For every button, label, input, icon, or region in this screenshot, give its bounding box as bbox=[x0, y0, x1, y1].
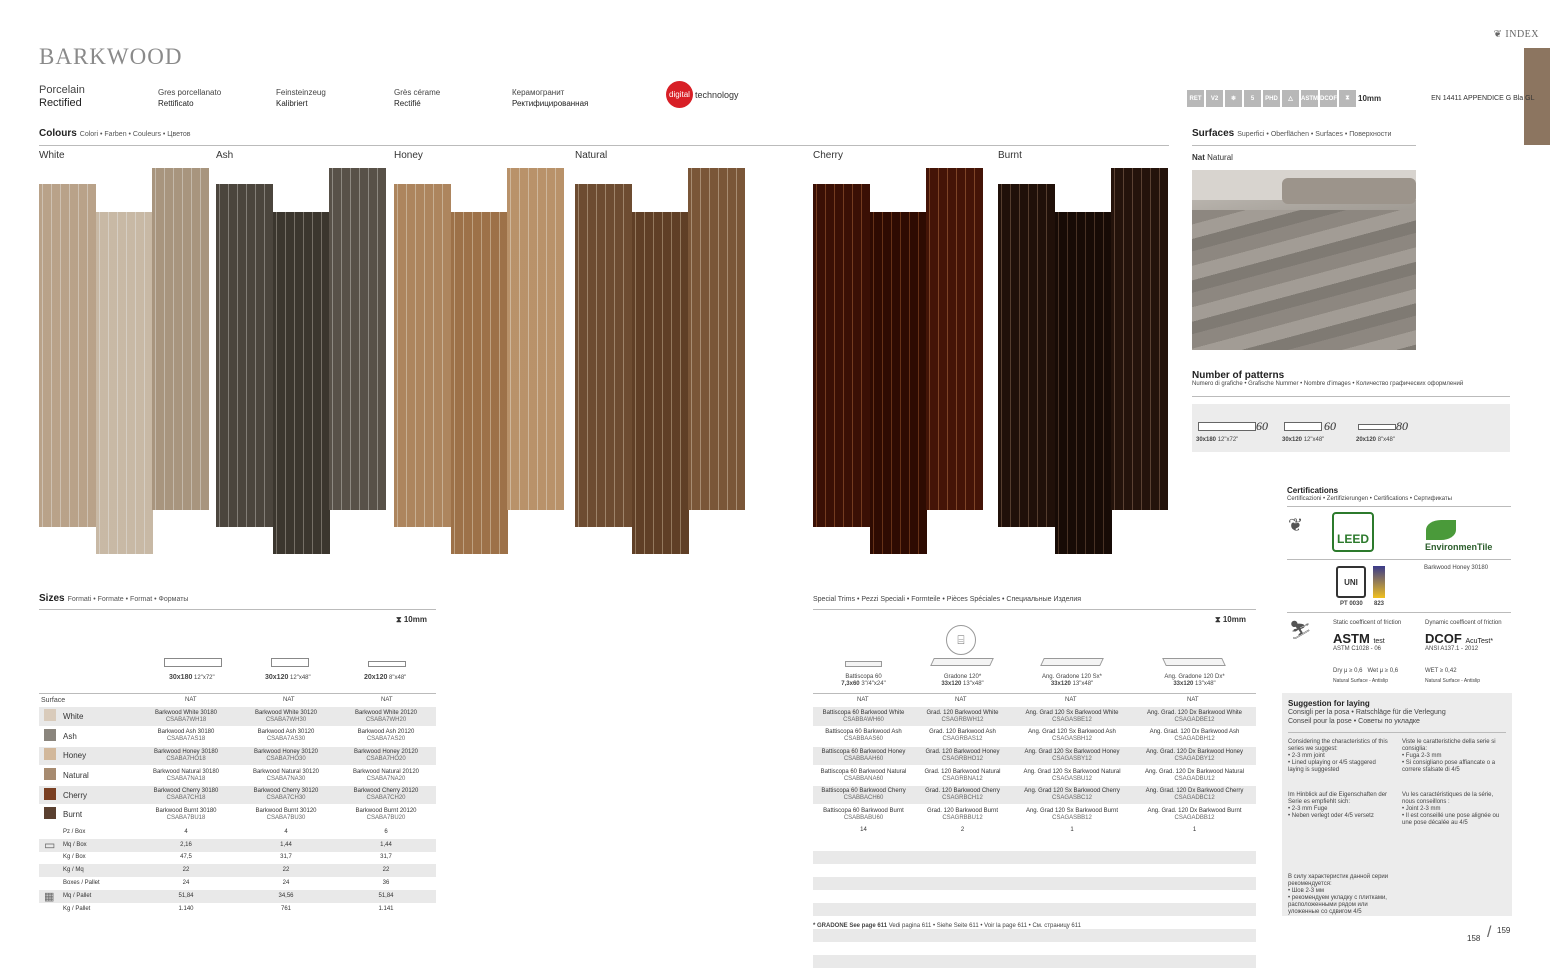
suggestion-right-col: Viste le caratteristiche della serie si consiglia: • Fuga 2-3 mm • Si consigliano pose affiancate o a correre sfalsate di 4/5 Vu les caractéristiques de la série, nous conseillons : • Joint 2-3 mm • Il est conseillé une pose alignée ou une pose décalée au 4/5 bbox=[1402, 739, 1500, 826]
product-cell: Barkwood Honey 30120 CSABA7HO30 bbox=[236, 746, 336, 766]
surface-room-image bbox=[1192, 170, 1416, 350]
pack-value: 22 bbox=[282, 867, 290, 874]
trim-header: Gradone 120* 33x120 13"x48" bbox=[941, 674, 984, 687]
pt-code: PT 0030 bbox=[1340, 601, 1363, 607]
suggestion-sub1: Consigli per la posa • Ratschläge für die Verlegung bbox=[1288, 709, 1446, 716]
plank-honey bbox=[394, 184, 451, 527]
thickness-icon: ⧗ bbox=[1339, 90, 1356, 107]
trim-pz: 2 bbox=[914, 825, 1011, 837]
footnote: * GRADONE See page 611 Vedi pagina 611 • Siehe Seite 611 • Voir la page 611 • См. страницу 611 bbox=[813, 923, 1081, 929]
pack-value: 4 bbox=[284, 828, 288, 835]
product-cell: Barkwood Ash 20120 CSABA7AS20 bbox=[336, 727, 436, 747]
pack-value: 1.140 bbox=[178, 905, 194, 912]
pack-value: 36 bbox=[382, 880, 390, 887]
suggestion-sub2: Conseil pour la pose • Советы по укладке bbox=[1288, 718, 1420, 725]
colour-cherry-label: Cherry bbox=[813, 150, 844, 161]
stair-step-icon: ⌸ bbox=[946, 625, 976, 655]
dry-wet: Dry μ ≥ 0,6 Wet μ ≥ 0,6 bbox=[1333, 668, 1399, 674]
surface-label: Surface bbox=[41, 697, 66, 704]
trim-cell: Ang. Grad. 120 Dx Barkwood White CSAGADBE12 bbox=[1133, 707, 1256, 727]
porcelain-text: Porcelain bbox=[39, 84, 85, 96]
thickness-icon: ⧗ bbox=[396, 615, 402, 624]
plank-natural bbox=[688, 168, 745, 510]
natural-surface-note: Natural Surface - Antislip bbox=[1425, 678, 1481, 684]
pack-value: 761 bbox=[280, 905, 291, 912]
table-row bbox=[39, 707, 436, 727]
colour-swatch bbox=[44, 807, 56, 819]
trims-table bbox=[813, 707, 1256, 837]
product-cell: Barkwood Burnt 30120 CSABA7BU30 bbox=[236, 805, 336, 825]
plank-ash bbox=[216, 184, 273, 527]
product-cell: Barkwood Ash 30120 CSABA7AS30 bbox=[236, 727, 336, 747]
pallet-icon: ▦ bbox=[44, 891, 55, 903]
pack-value: 51,84 bbox=[378, 892, 394, 899]
table-row bbox=[39, 852, 436, 865]
plank-cherry bbox=[926, 168, 983, 510]
astm-icon: ASTM bbox=[1301, 90, 1318, 107]
pattern-tile-outline bbox=[1358, 424, 1396, 430]
empty-row bbox=[813, 929, 1256, 942]
table-row bbox=[39, 839, 436, 852]
trim-cell: Ang. Grad. 120 Dx Barkwood Burnt CSAGADBB12 bbox=[1133, 805, 1256, 825]
pattern-tile-outline bbox=[1198, 422, 1256, 431]
pack-label: Boxes / Pallet bbox=[63, 880, 100, 887]
v2-icon: V2 bbox=[1206, 90, 1223, 107]
trim-cell: Ang. Grad 120 Sx Barkwood Ash CSAGASBH12 bbox=[1011, 727, 1133, 747]
pack-value: 34,56 bbox=[278, 892, 294, 899]
nat-label: NAT bbox=[185, 697, 197, 703]
product-cell: Barkwood White 30180 CSABA7WH18 bbox=[136, 707, 236, 727]
astm-label: ASTM test bbox=[1333, 631, 1385, 646]
empty-row bbox=[813, 955, 1256, 968]
size-tile-outline bbox=[368, 661, 406, 667]
dcof-norm: ANSI A137.1 - 2012 bbox=[1425, 646, 1479, 652]
pack-label: Kg / Mq bbox=[63, 867, 84, 874]
trim-outline bbox=[930, 658, 994, 666]
table-row bbox=[39, 805, 436, 825]
pattern-count: 80 bbox=[1396, 419, 1408, 433]
nat-label: NAT bbox=[955, 697, 967, 703]
pack-value: 4 bbox=[184, 828, 188, 835]
table-row bbox=[813, 727, 1256, 747]
divider bbox=[39, 145, 1169, 146]
divider bbox=[1287, 506, 1511, 507]
trim-cell: Ang. Grad. 120 Dx Barkwood Honey CSAGADBY12 bbox=[1133, 746, 1256, 766]
pattern-size: 30x180 12"x72" bbox=[1196, 437, 1239, 443]
trim-cell: Ang. Grad 120 Sx Barkwood Cherry CSAGASBC12 bbox=[1011, 785, 1133, 805]
sizes-thickness: ⧗ 10mm bbox=[396, 615, 427, 624]
table-row bbox=[39, 864, 436, 877]
plank-burnt bbox=[998, 184, 1055, 527]
trim-cell: Grad. 120 Barkwood Natural CSAGRBNA12 bbox=[914, 766, 1011, 786]
sizes-heading: Sizes Formati • Formate • Format • Форматы bbox=[39, 593, 189, 604]
trim-cell: Battiscopa 60 Barkwood Ash CSABBAAS60 bbox=[813, 727, 914, 747]
frost-icon: ❄ bbox=[1225, 90, 1242, 107]
divider bbox=[1192, 145, 1416, 146]
trim-cell: Battiscopa 60 Barkwood Natural CSABBANA60 bbox=[813, 766, 914, 786]
product-cell: Barkwood White 20120 CSABA7WH20 bbox=[336, 707, 436, 727]
table-row bbox=[39, 890, 436, 903]
colour-natural-label: Natural bbox=[575, 150, 608, 161]
page-number-left: 158 bbox=[1467, 934, 1481, 943]
product-cell: Barkwood White 30120 CSABA7WH30 bbox=[236, 707, 336, 727]
static-friction-label: Static coefficent of friction bbox=[1333, 620, 1402, 626]
trim-header: Ang. Gradone 120 Sx* 33x120 13"x48" bbox=[1041, 674, 1103, 687]
table-row bbox=[813, 766, 1256, 786]
pack-value: 51,84 bbox=[178, 892, 194, 899]
trim-cell: Ang. Grad 120 Sx Barkwood Honey CSAGASBY12 bbox=[1011, 746, 1133, 766]
empty-row bbox=[813, 877, 1256, 890]
table-row bbox=[813, 825, 1256, 837]
box-icon: ▭ bbox=[44, 838, 56, 852]
trim-cell: Grad. 120 Barkwood White CSAGRBWH12 bbox=[914, 707, 1011, 727]
uni-badge-icon bbox=[1373, 566, 1385, 598]
patterns-box bbox=[1192, 404, 1510, 452]
size-header: 30x180 12"x72" bbox=[169, 674, 215, 681]
lang-de: Feinsteinzeug Kalibriert bbox=[276, 88, 326, 108]
spec-icons bbox=[1187, 90, 1535, 107]
product-cell: Barkwood Ash 30180 CSABA7AS18 bbox=[136, 727, 236, 747]
colour-swatch bbox=[44, 729, 56, 741]
pack-value: 6 bbox=[384, 828, 388, 835]
nat-label: NAT bbox=[1065, 697, 1077, 703]
thickness-icon: ⧗ bbox=[1215, 615, 1221, 624]
plank-burnt bbox=[1111, 168, 1168, 510]
pack-value: 1.141 bbox=[378, 905, 394, 912]
dynamic-friction-label: Dynamic coefficent of friction bbox=[1425, 620, 1502, 626]
pack-value: 31,7 bbox=[280, 854, 292, 861]
pack-value: 22 bbox=[182, 867, 190, 874]
table-row bbox=[813, 707, 1256, 727]
rectified-text: Rectified bbox=[39, 97, 82, 109]
leed-logo: LEED bbox=[1332, 512, 1374, 552]
plank-cherry bbox=[870, 212, 927, 554]
suggestion-box bbox=[1282, 693, 1512, 916]
pack-value: 24 bbox=[182, 880, 190, 887]
pattern-count: 60 bbox=[1324, 419, 1336, 433]
trim-cell: Ang. Grad 120 Sx Barkwood Natural CSAGASBU12 bbox=[1011, 766, 1133, 786]
colour-swatch bbox=[44, 788, 56, 800]
colour-swatch bbox=[44, 709, 56, 721]
trim-cell: Grad. 120 Barkwood Cherry CSAGRBCH12 bbox=[914, 785, 1011, 805]
table-row bbox=[39, 903, 436, 916]
size-tile-outline bbox=[164, 658, 222, 667]
leaf-icon: ❦ bbox=[1288, 515, 1304, 535]
env-note: Barkwood Honey 30180 bbox=[1424, 565, 1489, 571]
pei-icon: 5 bbox=[1244, 90, 1261, 107]
patterns-heading: Number of patterns bbox=[1192, 370, 1285, 381]
surfaces-heading: Surfaces Superfici • Oberflächen • Surfaces • Поверхности bbox=[1192, 128, 1392, 139]
plank-honey bbox=[507, 168, 564, 510]
plank-white bbox=[152, 168, 209, 510]
table-row bbox=[39, 766, 436, 786]
trims-thickness: ⧗ 10mm bbox=[1215, 615, 1246, 624]
colour-swatch bbox=[44, 768, 56, 780]
pack-value: 2,16 bbox=[180, 841, 192, 848]
row-colour-name: Burnt bbox=[61, 805, 136, 825]
certs-heading: Certifications bbox=[1287, 486, 1339, 495]
trim-cell: Ang. Grad. 120 Dx Barkwood Cherry CSAGADBC12 bbox=[1133, 785, 1256, 805]
row-colour-name: Ash bbox=[61, 727, 136, 747]
row-colour-name: Cherry bbox=[61, 785, 136, 805]
lang-ru: Керамогранит Ректифицированная bbox=[512, 88, 589, 108]
plank-natural bbox=[575, 184, 632, 527]
dcof-label: DCOF AcuTest* bbox=[1425, 631, 1494, 646]
product-cell: Barkwood Honey 30180 CSABA7HO18 bbox=[136, 746, 236, 766]
norm-text: EN 14411 APPENDICE G Bla GL bbox=[1431, 95, 1535, 102]
divider bbox=[1192, 396, 1510, 397]
trim-cell: Battiscopa 60 Barkwood Burnt CSABBABU60 bbox=[813, 805, 914, 825]
natural-surface-note: Natural Surface - Antislip bbox=[1333, 678, 1389, 684]
patterns-sub: Numero di grafiche • Grafische Nummer • Nombre d'images • Количество графических оформлений bbox=[1192, 381, 1464, 387]
colour-swatch bbox=[44, 748, 56, 760]
divider bbox=[39, 693, 436, 694]
nat-label: NAT bbox=[283, 697, 295, 703]
uni-logo: UNI bbox=[1336, 566, 1366, 598]
pack-value: 1,44 bbox=[380, 841, 392, 848]
page-number-right: 159 bbox=[1497, 926, 1511, 935]
trim-pz: 1 bbox=[1011, 825, 1133, 837]
table-row bbox=[39, 746, 436, 766]
nat-label: NAT bbox=[381, 697, 393, 703]
size-header: 20x120 8"x48" bbox=[364, 674, 407, 681]
plank-cherry bbox=[813, 184, 870, 527]
pack-label: Mq / Pallet bbox=[63, 892, 92, 899]
environmentile-logo: EnvironmenTile bbox=[1425, 542, 1493, 552]
index-link[interactable]: ❦ INDEX bbox=[1493, 29, 1539, 40]
table-row bbox=[813, 746, 1256, 766]
nat-label: NAT bbox=[857, 697, 869, 703]
table-row bbox=[39, 785, 436, 805]
lang-fr: Grès cérame Rectifié bbox=[394, 88, 441, 108]
pack-label: Kg / Pallet bbox=[63, 905, 91, 912]
product-cell: Barkwood Cherry 30180 CSABA7CH18 bbox=[136, 785, 236, 805]
ret-icon: RET bbox=[1187, 90, 1204, 107]
row-colour-name: Honey bbox=[61, 746, 136, 766]
trim-pz: 1 bbox=[1133, 825, 1256, 837]
page-separator: / bbox=[1487, 924, 1492, 941]
plank-ash bbox=[273, 212, 330, 554]
product-cell: Barkwood Natural 20120 CSABA7NA20 bbox=[336, 766, 436, 786]
trim-cell: Ang. Grad. 120 Dx Barkwood Natural CSAGADBU12 bbox=[1133, 766, 1256, 786]
warning-icon: △ bbox=[1282, 90, 1299, 107]
lang-it: Gres porcellanato Rettificato bbox=[158, 88, 222, 108]
pack-value: 31,7 bbox=[380, 854, 392, 861]
pattern-count: 60 bbox=[1256, 419, 1268, 433]
table-row bbox=[39, 727, 436, 747]
porcelain-label bbox=[39, 84, 85, 110]
trim-header: Ang. Gradone 120 Dx* 33x120 13"x48" bbox=[1164, 674, 1225, 687]
digital-technology-logo bbox=[666, 81, 739, 108]
trims-heading: Special Trims • Pezzi Speciali • Formteile • Pièces Spéciales • Специальные Изделия bbox=[813, 596, 1082, 603]
row-colour-name: White bbox=[61, 707, 136, 727]
size-tile-outline bbox=[271, 658, 309, 667]
colour-burnt-label: Burnt bbox=[998, 150, 1022, 161]
table-row bbox=[39, 877, 436, 890]
pack-value: 22 bbox=[382, 867, 390, 874]
surface-label: Nat Natural bbox=[1192, 153, 1233, 162]
trim-outline bbox=[1162, 658, 1226, 666]
certs-sub: Certificazioni • Zertifizierungen • Certifications • Сертификаты bbox=[1287, 496, 1452, 502]
plank-honey bbox=[451, 212, 508, 554]
leaf-icon: ❦ bbox=[1493, 29, 1503, 40]
colour-white-label: White bbox=[39, 150, 65, 161]
pack-label: Pz / Box bbox=[63, 828, 86, 835]
packing-table bbox=[39, 826, 436, 916]
nat-label: NAT bbox=[1187, 697, 1199, 703]
pack-value: 47,5 bbox=[180, 854, 192, 861]
divider bbox=[1288, 732, 1506, 733]
product-cell: Barkwood Burnt 30180 CSABA7BU18 bbox=[136, 805, 236, 825]
trim-cell: Battiscopa 60 Barkwood Cherry CSABBACH60 bbox=[813, 785, 914, 805]
trim-cell: Grad. 120 Barkwood Burnt CSAGRBBU12 bbox=[914, 805, 1011, 825]
trim-cell: Ang. Grad. 120 Dx Barkwood Ash CSAGADBH12 bbox=[1133, 727, 1256, 747]
sizes-table bbox=[39, 707, 436, 825]
product-cell: Barkwood Cherry 30120 CSABA7CH30 bbox=[236, 785, 336, 805]
trim-cell: Grad. 120 Barkwood Honey CSAGRBHO12 bbox=[914, 746, 1011, 766]
divider bbox=[813, 693, 1256, 694]
empty-row bbox=[813, 903, 1256, 916]
trim-cell: Ang. Grad 120 Sx Barkwood White CSAGASBE12 bbox=[1011, 707, 1133, 727]
trim-header: Battiscopa 60 7,3x60 3"/4"x24" bbox=[841, 674, 886, 687]
pack-label: Kg / Box bbox=[63, 854, 86, 861]
plank-white bbox=[96, 212, 153, 554]
wet-dcof: WET ≥ 0,42 bbox=[1425, 668, 1457, 674]
astm-norm: ASTM C1028 - 06 bbox=[1333, 646, 1382, 652]
n823: 823 bbox=[1374, 601, 1385, 607]
plank-white bbox=[39, 184, 96, 527]
pack-value: 24 bbox=[282, 880, 290, 887]
trim-pz: 14 bbox=[813, 825, 914, 837]
trim-outline bbox=[1040, 658, 1104, 666]
product-cell: Barkwood Natural 30120 CSABA7NA30 bbox=[236, 766, 336, 786]
plank-natural bbox=[632, 212, 689, 554]
trim-cell: Battiscopa 60 Barkwood White CSABBAWH60 bbox=[813, 707, 914, 727]
thickness-value: 10mm bbox=[1358, 94, 1382, 103]
plank-burnt bbox=[1055, 212, 1112, 554]
trim-outline bbox=[845, 661, 882, 667]
dcof-icon: DCOF bbox=[1320, 90, 1337, 107]
slip-icon: ⛷ bbox=[1289, 620, 1312, 640]
environmentile-leaf-icon bbox=[1426, 520, 1456, 540]
pattern-tile-outline bbox=[1284, 422, 1322, 431]
pattern-size: 20x120 8"x48" bbox=[1356, 437, 1395, 443]
divider bbox=[813, 609, 1256, 610]
row-colour-name: Natural bbox=[61, 766, 136, 786]
product-cell: Barkwood Honey 20120 CSABA7HO20 bbox=[336, 746, 436, 766]
colours-heading: Colours Colori • Farben • Couleurs • Цветов bbox=[39, 128, 191, 139]
product-cell: Barkwood Natural 30180 CSABA7NA18 bbox=[136, 766, 236, 786]
trim-cell: Ang. Grad 120 Sx Barkwood Burnt CSAGASBB12 bbox=[1011, 805, 1133, 825]
divider bbox=[39, 609, 436, 610]
colour-ash-label: Ash bbox=[216, 150, 234, 161]
digital-dot: digital bbox=[666, 81, 693, 108]
table-row bbox=[813, 785, 1256, 805]
trim-cell: Battiscopa 60 Barkwood Honey CSABBAAH60 bbox=[813, 746, 914, 766]
empty-row bbox=[813, 851, 1256, 864]
suggestion-title: Suggestion for laying bbox=[1288, 699, 1370, 708]
page-title: BARKWOOD bbox=[39, 44, 183, 69]
pack-label: Mq / Box bbox=[63, 841, 87, 848]
plank-ash bbox=[329, 168, 386, 510]
phd-icon: PHD bbox=[1263, 90, 1280, 107]
trim-cell: Grad. 120 Barkwood Ash CSAGRBAS12 bbox=[914, 727, 1011, 747]
pack-value: 1,44 bbox=[280, 841, 292, 848]
technology-text: technology bbox=[695, 89, 739, 100]
suggestion-left-col: Considering the characteristics of this series we suggest: • 2-3 mm joint • Lined uplaying or 4/5 staggered laying is suggested Im Hinblick auf die Eigenschaften der Serie es empfiehlt sich: • 2-3 mm Fuge • Neben verlegt oder 4/5 versetz В силу характеристик данной серии рекомендуется: • Шов 2-3 мм • рекомендуем укладку с плитками, расположенными рядом или уложенные со сдвигом 4/5 bbox=[1288, 739, 1389, 915]
divider bbox=[1287, 612, 1511, 613]
divider bbox=[1287, 559, 1511, 560]
colour-honey-label: Honey bbox=[394, 150, 423, 161]
product-cell: Barkwood Cherry 20120 CSABA7CH20 bbox=[336, 785, 436, 805]
table-row bbox=[813, 805, 1256, 825]
size-header: 30x120 12"x48" bbox=[265, 674, 311, 681]
table-row bbox=[39, 826, 436, 839]
product-cell: Barkwood Burnt 20120 CSABA7BU20 bbox=[336, 805, 436, 825]
pattern-size: 30x120 12"x48" bbox=[1282, 437, 1325, 443]
